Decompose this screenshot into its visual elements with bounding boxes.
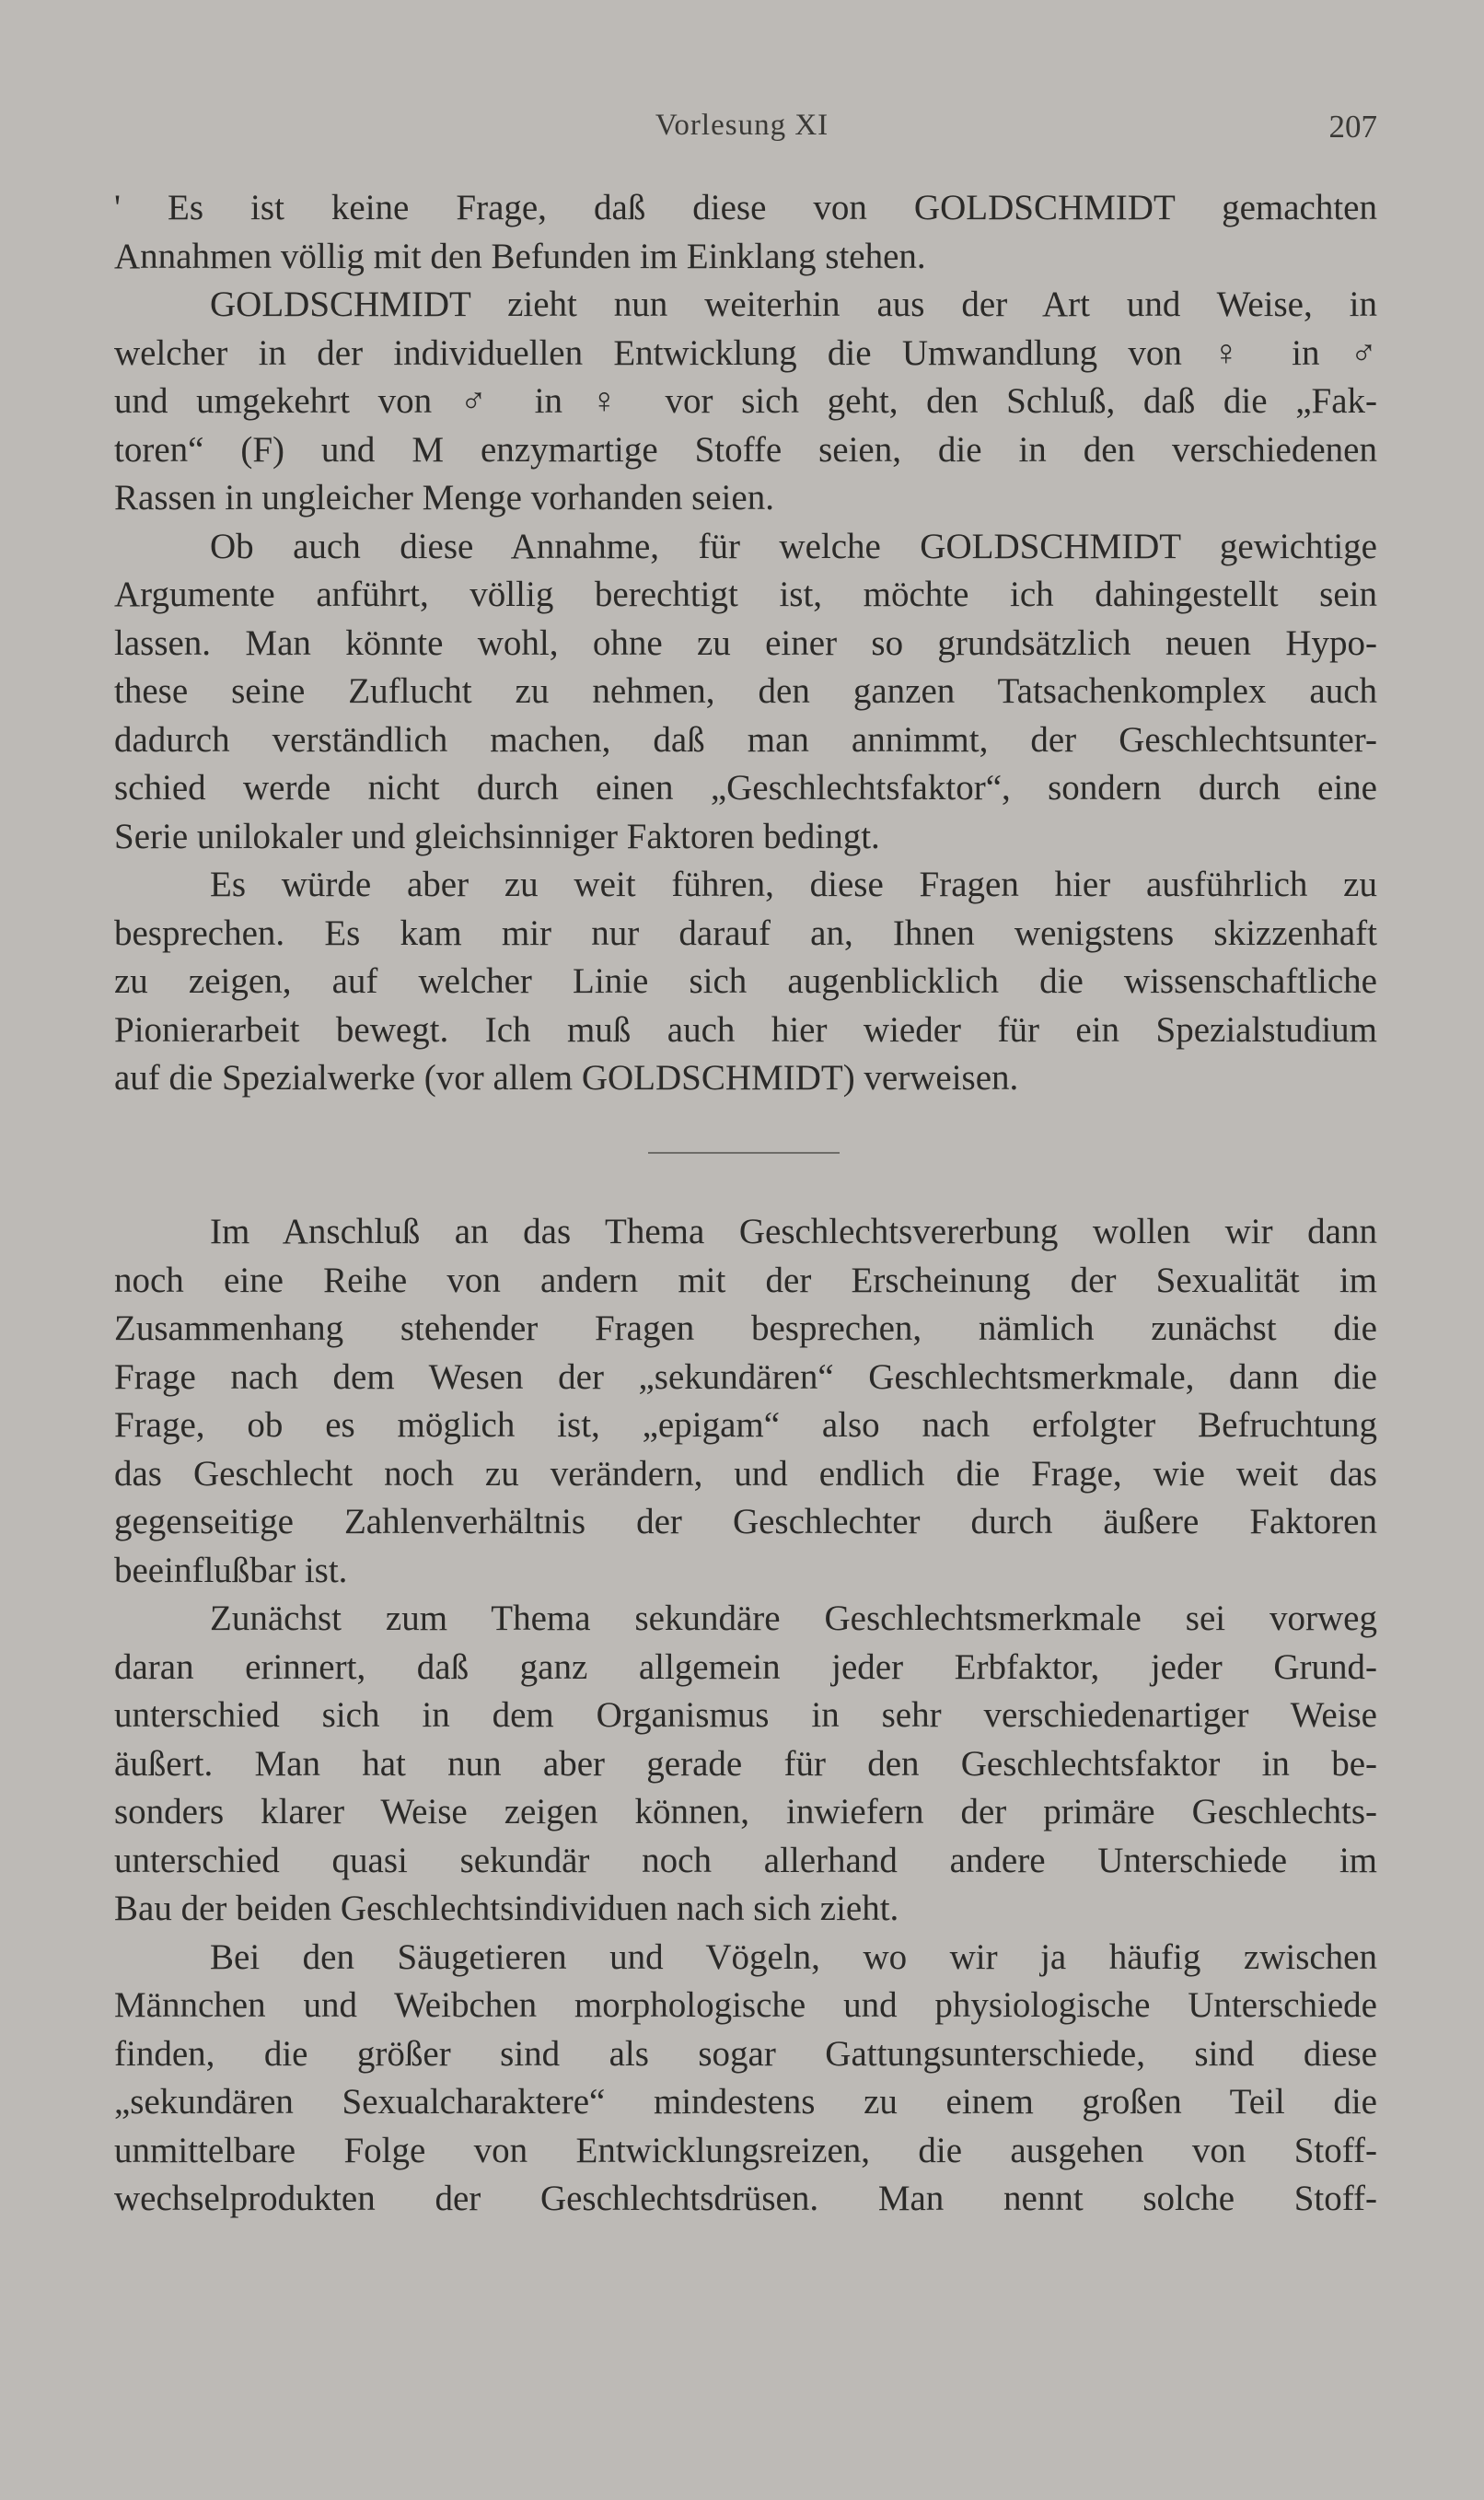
- text-line: unmittelbare Folge von Entwicklungsreizen, die ausgehen von Stoff-: [114, 2130, 1377, 2170]
- text-line: gegenseitige Zahlenverhältnis der Geschlechter durch äußere Faktoren: [114, 1502, 1377, 1541]
- text-line: these seine Zuflucht zu nehmen, den ganzen Tatsachenkomplex auch: [114, 671, 1377, 711]
- text-line: unterschied quasi sekundär noch allerhand andere Unterschiede im: [114, 1840, 1377, 1880]
- page-number: 207: [1328, 109, 1377, 145]
- text-line: ' Es ist keine Frage, daß diese von GOLDSCHMIDT gemachten: [114, 188, 1377, 227]
- text-line: Ob auch diese Annahme, für welche GOLDSCHMIDT gewichtige: [210, 526, 1377, 566]
- text-line: auf die Spezialwerke (vor allem GOLDSCHMIDT) verweisen.: [114, 1058, 1019, 1098]
- text-line: Frage, ob es möglich ist, „epigam“ also nach erfolgter Befruchtung: [114, 1405, 1377, 1445]
- text-line: unterschied sich in dem Organismus in sehr verschiedenartiger Weise: [114, 1695, 1377, 1735]
- text-line: das Geschlecht noch zu verändern, und endlich die Frage, wie weit das: [114, 1453, 1377, 1494]
- text-line: Pionierarbeit bewegt. Ich muß auch hier wieder für ein Spezialstudium: [114, 1009, 1377, 1050]
- text-line: Zunächst zum Thema sekundäre Geschlechtsmerkmale sei vorweg: [210, 1599, 1377, 1638]
- text-line: Im Anschluß an das Thema Geschlechtsvererbung wollen wir dann: [210, 1212, 1377, 1251]
- text-line: Serie unilokaler und gleichsinniger Faktoren bedingt.: [114, 816, 880, 856]
- text-line: und umgekehrt von ♂ in ♀ vor sich geht, den Schluß, daß die „Fak-: [114, 381, 1377, 421]
- paragraph-block-one: [114, 184, 1377, 1103]
- text-line: wechselprodukten der Geschlechtsdrüsen. Man nennt solche Stoff-: [114, 2179, 1377, 2218]
- text-line: Frage nach dem Wesen der „sekundären“ Geschlechtsmerkmale, dann die: [114, 1356, 1377, 1397]
- text-line: dadurch verständlich machen, daß man annimmt, der Geschlechtsunter-: [114, 719, 1377, 760]
- text-line: GOLDSCHMIDT zieht nun weiterhin aus der Art und Weise, in: [210, 285, 1377, 324]
- text-line: schied werde nicht durch einen „Geschlechtsfaktor“, sondern durch eine: [114, 768, 1377, 808]
- text-line: Rassen in ungleicher Menge vorhanden seien.: [114, 478, 774, 517]
- text-line: Annahmen völlig mit den Befunden im Einklang stehen.: [114, 236, 926, 276]
- text-line: äußert. Man hat nun aber gerade für den Geschlechtsfaktor in be-: [114, 1743, 1377, 1784]
- text-line: noch eine Reihe von andern mit der Erscheinung der Sexualität im: [114, 1260, 1377, 1300]
- text-line: Bei den Säugetieren und Vögeln, wo wir ja häufig zwischen: [210, 1936, 1377, 1977]
- text-line: beeinflußbar ist.: [114, 1550, 348, 1590]
- text-line: Bau der beiden Geschlechtsindividuen nach sich zieht.: [114, 1889, 899, 1928]
- text-line: daran erinnert, daß ganz allgemein jeder Erbfaktor, jeder Grund-: [114, 1646, 1377, 1687]
- text-line: zu zeigen, auf welcher Linie sich augenblicklich die wissenschaftliche: [114, 961, 1377, 1001]
- text-line: „sekundären Sexualcharaktere“ mindestens zu einem großen Teil die: [114, 2082, 1377, 2122]
- text-line: Zusammenhang stehender Fragen besprechen, nämlich zunächst die: [114, 1308, 1377, 1348]
- text-line: Argumente anführt, völlig berechtigt ist, möchte ich dahingestellt sein: [114, 575, 1377, 614]
- text-line: toren“ (F) und M enzymartige Stoffe seien, die in den verschiedenen: [114, 429, 1377, 470]
- text-line: Es würde aber zu weit führen, diese Fragen hier ausführlich zu: [210, 865, 1377, 904]
- text-line: welcher in der individuellen Entwicklung die Umwandlung von ♀ in ♂: [114, 332, 1377, 373]
- text-line: besprechen. Es kam mir nur darauf an, Ihnen wenigstens skizzenhaft: [114, 913, 1377, 953]
- text-line: lassen. Man könnte wohl, ohne zu einer so grundsätzlich neuen Hypo-: [114, 622, 1377, 663]
- section-divider: [648, 1152, 840, 1154]
- running-title: Vorlesung XI: [655, 109, 829, 142]
- text-line: Männchen und Weibchen morphologische und physiologische Unterschiede: [114, 1985, 1377, 2025]
- paragraph-block-two: [114, 1208, 1377, 2224]
- text-line: sonders klarer Weise zeigen können, inwiefern der primäre Geschlechts-: [114, 1792, 1377, 1831]
- text-line: finden, die größer sind als sogar Gattungsunterschiede, sind diese: [114, 2033, 1377, 2074]
